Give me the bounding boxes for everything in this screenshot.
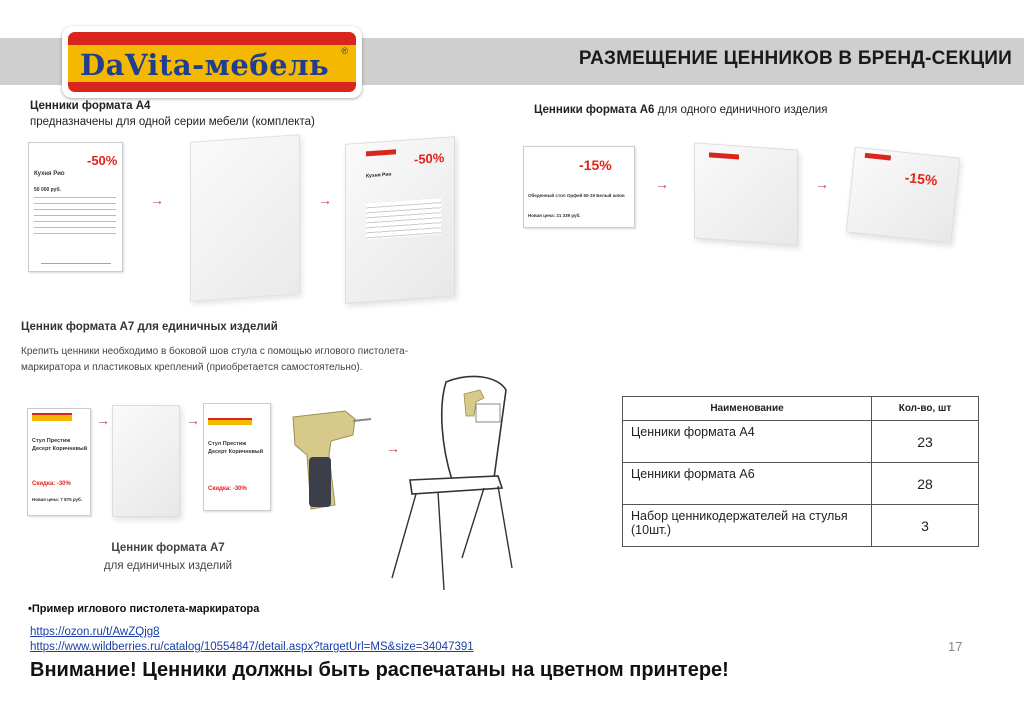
- table-row: Ценники формата А6 28: [623, 463, 979, 505]
- quantity-table: [622, 396, 979, 547]
- a7-description: Крепить ценники необходимо в боковой шов стула с помощью иглового пистолета-маркиратора и пластиковых креплений (приобретается самостоятельно).: [21, 346, 409, 373]
- a4-holder-with-tag: -50% Кухня Рио: [345, 136, 455, 304]
- logo-text: DaVita-мебель: [80, 48, 330, 82]
- arrow-icon: →: [150, 192, 164, 208]
- header-name: Наименование: [623, 397, 872, 421]
- arrow-icon: →: [815, 176, 829, 192]
- table-row: Набор ценникодержателей на стулья (10шт.) 3: [623, 505, 979, 547]
- a7-caption: Ценник формата А7 для единичных изделий: [103, 542, 233, 572]
- a4-title: Ценники формата А4: [30, 100, 151, 112]
- a6-holder-with-tag: -15%: [846, 147, 960, 244]
- arrow-icon: →: [386, 440, 400, 456]
- page-title: РАЗМЕЩЕНИЕ ЦЕННИКОВ В БРЕНД-СЕКЦИИ: [578, 48, 1012, 69]
- a6-price-tag-sample: -15% Обеденный стол Орфей 50-19 Белый шпон Новая цена: 21 339 руб.: [523, 146, 635, 228]
- a4-description: предназначены для одной серии мебели (комплекта): [30, 116, 315, 128]
- a7-holder-empty: [112, 405, 180, 517]
- a6-holder-empty: [694, 142, 798, 245]
- a7-holder-with-tag: Стул Престиж Десерт Коричневый Скидка: -30%: [203, 403, 271, 511]
- arrow-icon: →: [186, 412, 200, 428]
- table-row: Ценники формата А4 23: [623, 421, 979, 463]
- example-label: •Пример иглового пистолета-маркиратора: [28, 603, 260, 615]
- page-number: 17: [948, 639, 963, 654]
- a6-title: Ценники формата А6 для одного единичного изделия: [534, 104, 828, 116]
- a4-price-tag-sample: -50% Кухня Рио 50 000 руб.: [28, 142, 123, 272]
- tag-gun-icon: [283, 405, 373, 515]
- table-header-row: [623, 397, 979, 421]
- brand-logo: DaVita-мебель ®: [62, 26, 362, 98]
- chair-icon: [380, 368, 530, 598]
- ozon-link[interactable]: https://ozon.ru/t/AwZQjg8: [30, 626, 160, 638]
- arrow-icon: →: [318, 192, 332, 208]
- a4-holder-empty: [190, 134, 300, 302]
- a7-price-tag-sample: Стул Престиж Десерт Коричневый Скидка: -30% Новая цена: 7 875 руб.: [27, 408, 91, 516]
- arrow-icon: →: [96, 412, 110, 428]
- wildberries-link[interactable]: https://www.wildberries.ru/catalog/10554847/detail.aspx?targetUrl=MS&size=34047391: [30, 641, 474, 653]
- arrow-icon: →: [655, 176, 669, 192]
- a7-title: Ценник формата А7 для единичных изделий: [21, 321, 278, 333]
- header-qty: Кол-во, шт: [872, 397, 979, 421]
- print-warning: Внимание! Ценники должны быть распечатаны на цветном принтере!: [30, 659, 729, 681]
